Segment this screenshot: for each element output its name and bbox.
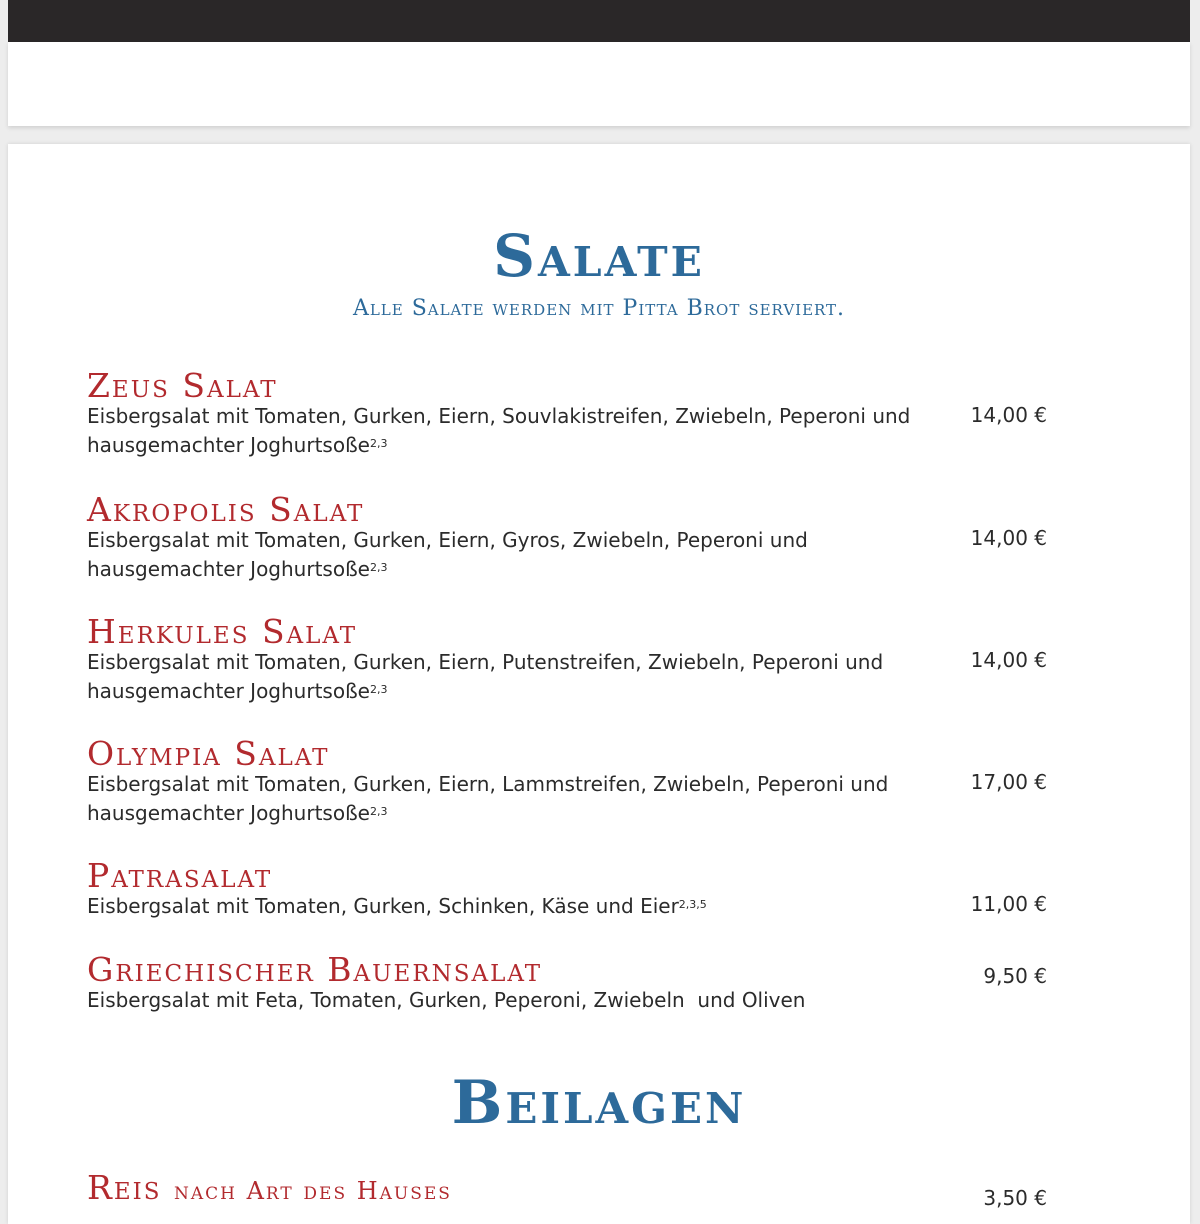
item-description: Eisbergsalat mit Tomaten, Gurken, Eiern, Souvlakistreifen, Zwiebeln, Peperoni und hausgemachter Joghurtsoße$^{2,3}$: [87, 404, 911, 457]
item-name: Patrasalat: [87, 856, 273, 895]
section-subtitle-salate: Alle Salate werden mit Pitta Brot serviert.: [352, 296, 846, 321]
item-description: Eisbergsalat mit Tomaten, Gurken, Eiern, Putenstreifen, Zwiebeln, Peperoni und hausgemachter Joghurtsoße$^{2,3}$: [87, 650, 884, 703]
item-description: Eisbergsalat mit Tomaten, Gurken, Eiern, Gyros, Zwiebeln, Peperoni und hausgemachter Joghurtsoße$^{2,3}$: [87, 528, 808, 581]
menu-item-olympia-salat: [87, 734, 1047, 828]
item-price: 14,00 €: [970, 526, 1047, 550]
section-title-beilagen: Beilagen: [451, 1068, 747, 1138]
item-price: 14,00 €: [970, 403, 1047, 427]
item-price: 11,00 €: [970, 892, 1047, 916]
item-name: Herkules Salat: [87, 612, 358, 651]
allergen-note: 2,3: [369, 437, 388, 450]
allergen-note: 2,3: [369, 805, 388, 818]
item-price: 14,00 €: [970, 648, 1047, 672]
allergen-note: 2,3,5: [678, 898, 707, 911]
item-name: Reis nach Art des Hauses: [87, 1168, 452, 1207]
item-name-suffix: nach Art des Hauses: [173, 1177, 452, 1205]
item-description: Eisbergsalat mit Tomaten, Gurken, Schinken, Käse und Eier$^{2,3,5}$: [87, 894, 707, 918]
allergen-note: 2,3: [369, 561, 388, 574]
item-name: Griechischer Bauernsalat: [87, 950, 543, 989]
item-description: Eisbergsalat mit Tomaten, Gurken, Eiern, Lammstreifen, Zwiebeln, Peperoni und hausgemachter Joghurtsoße$^{2,3}$: [87, 772, 889, 825]
menu-item-griechischer-bauernsalat: [87, 950, 1047, 1015]
top-bar: [8, 0, 1190, 42]
menu-page: [8, 144, 1190, 1224]
menu-item-zeus-salat: [87, 366, 1047, 460]
menu-item-herkules-salat: [87, 612, 1047, 706]
menu-item-akropolis-salat: [87, 490, 1047, 584]
menu-item-reis: [87, 1168, 1047, 1210]
item-price: 9,50 €: [983, 964, 1047, 988]
item-price: 17,00 €: [970, 770, 1047, 794]
item-name: Akropolis Salat: [87, 490, 365, 529]
item-name: Olympia Salat: [87, 734, 330, 773]
previous-page-card: [8, 42, 1190, 126]
menu-item-patrasalat: [87, 856, 1047, 921]
item-name: Zeus Salat: [87, 366, 278, 405]
allergen-note: 2,3: [369, 683, 388, 696]
section-title-salate: Salate: [493, 222, 705, 290]
item-price: 3,50 €: [983, 1186, 1047, 1210]
item-description: Eisbergsalat mit Feta, Tomaten, Gurken, Peperoni, Zwiebeln und Oliven: [87, 988, 806, 1012]
